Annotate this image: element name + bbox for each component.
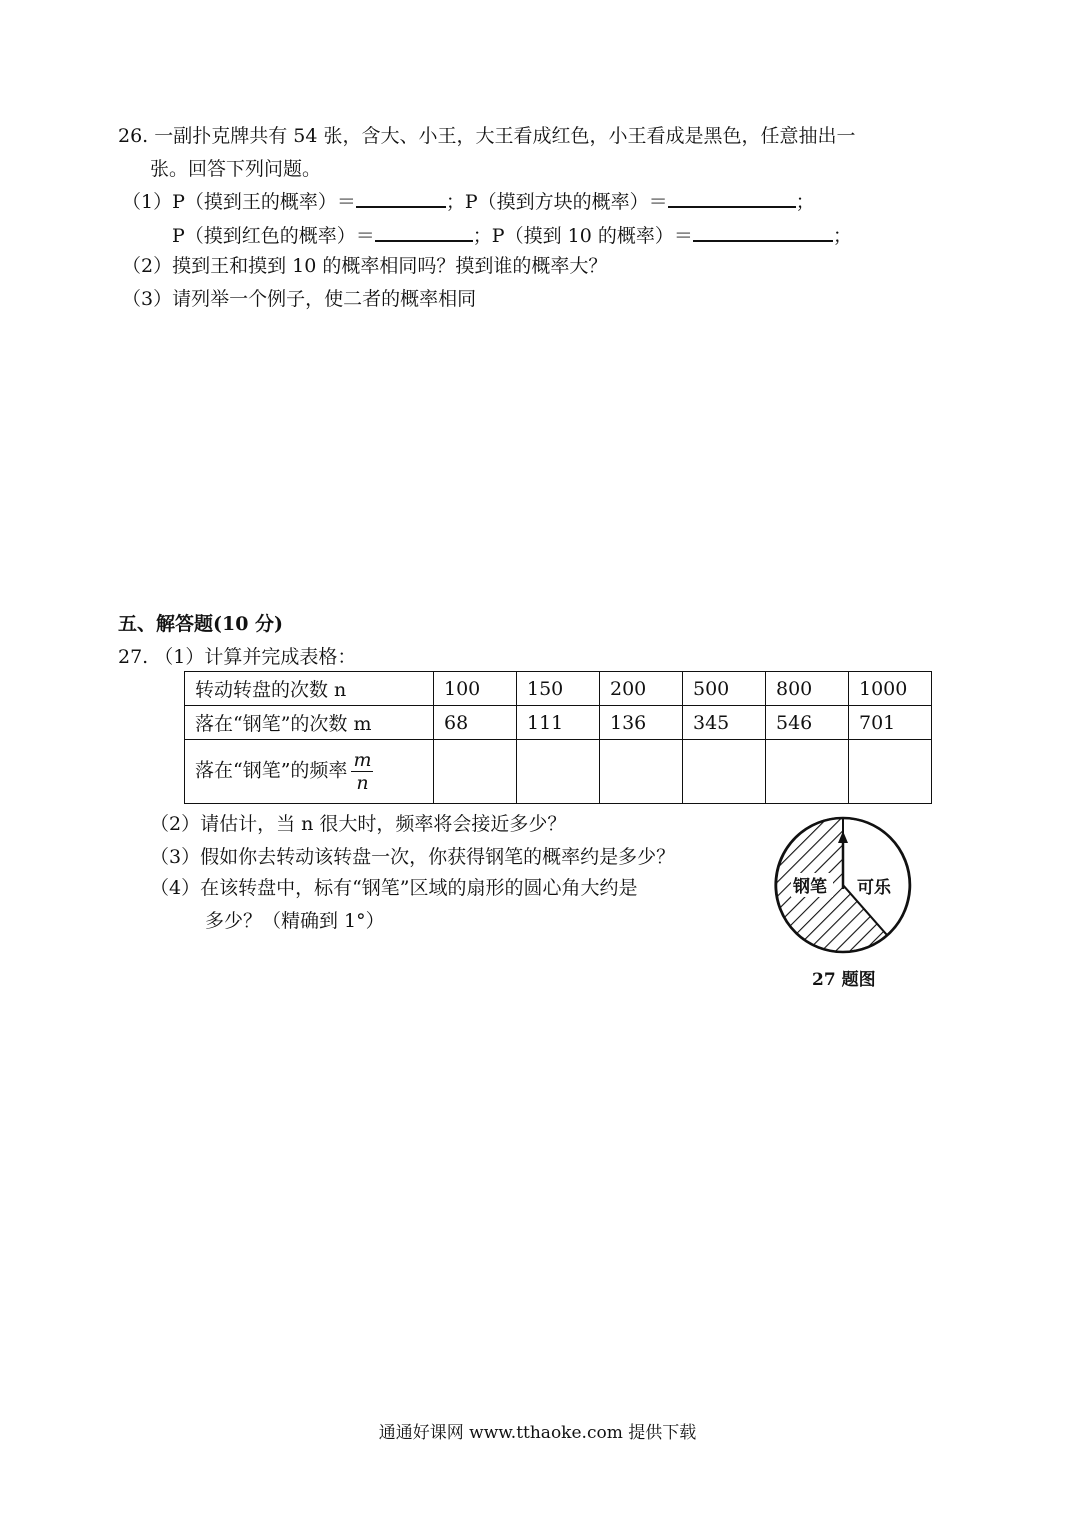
q27-part4-line2: 多少？（精确到 1°） [205,910,385,932]
q26-stem-line1: 26. 一副扑克牌共有 54 张，含大、小王，大王看成红色，小王看成是黑色，任意抽出一 [118,125,856,147]
q27-intro: 27. （1）计算并完成表格： [118,646,357,668]
answer-blank-ten[interactable] [693,222,833,242]
q26-part1-line1 [122,188,815,214]
row-label-frequency [185,740,434,804]
q27-part2: （2）请估计，当 n 很大时，频率将会接近多少？ [150,813,567,835]
answer-cell[interactable] [766,740,849,804]
table-row [185,740,932,804]
q26-part3: （3）请列举一个例子，使二者的概率相同 [122,288,477,310]
table-cell: 111 [517,706,600,740]
figure-caption: 27 题图 [812,970,876,990]
table-cell: 100 [434,672,517,706]
spinner-figure [773,815,913,955]
spinner-label-cola: 可乐 [857,878,891,898]
q26-p1-prefix: （1）P（摸到王的概率）＝ [122,191,356,213]
answer-cell[interactable] [517,740,600,804]
q26-p1-mid: ；P（摸到方块的概率）＝ [445,191,668,213]
q26-p1b-prefix: P（摸到红色的概率）＝ [172,225,375,247]
q26-p1b-end: ； [832,225,852,247]
section5-heading: 五、解答题(10 分) [118,613,284,635]
table-cell: 701 [849,706,932,740]
frequency-table [184,671,932,804]
answer-cell[interactable] [434,740,517,804]
answer-blank-red[interactable] [375,222,473,242]
fraction-numerator: m [353,749,372,771]
table-cell: 546 [766,706,849,740]
table-row [185,672,932,706]
table-cell: 345 [683,706,766,740]
fraction-m-over-n [351,749,373,794]
table-cell: 150 [517,672,600,706]
answer-blank-king[interactable] [356,188,446,208]
table-cell: 68 [434,706,517,740]
table-cell: 1000 [849,672,932,706]
table-cell: 500 [683,672,766,706]
q26-stem-line2: 张。回答下列问题。 [150,158,322,180]
row-label-m: 落在“钢笔”的次数 m [185,706,434,740]
frequency-label: 落在“钢笔”的频率 [195,759,348,782]
q26-p1b-mid: ；P（摸到 10 的概率）＝ [472,225,693,247]
table-cell: 800 [766,672,849,706]
row-label-n: 转动转盘的次数 n [185,672,434,706]
table-row [185,706,932,740]
footer-credit: 通通好课网 www.tthaoke.com 提供下载 [378,1423,697,1443]
answer-cell[interactable] [600,740,683,804]
q27-part3: （3）假如你去转动该转盘一次，你获得钢笔的概率约是多少？ [150,846,676,868]
table-cell: 136 [600,706,683,740]
q26-part1-line2 [172,222,852,248]
table-cell: 200 [600,672,683,706]
q27-part4-line1: （4）在该转盘中，标有“钢笔”区域的扇形的圆心角大约是 [150,877,638,899]
answer-blank-diamond[interactable] [668,188,796,208]
q26-p1-end: ； [795,191,815,213]
q26-part2: （2）摸到王和摸到 10 的概率相同吗？摸到谁的概率大？ [122,255,608,277]
spinner-label-pen: 钢笔 [793,877,827,897]
answer-cell[interactable] [683,740,766,804]
fraction-denominator: n [356,772,369,794]
answer-cell[interactable] [849,740,932,804]
